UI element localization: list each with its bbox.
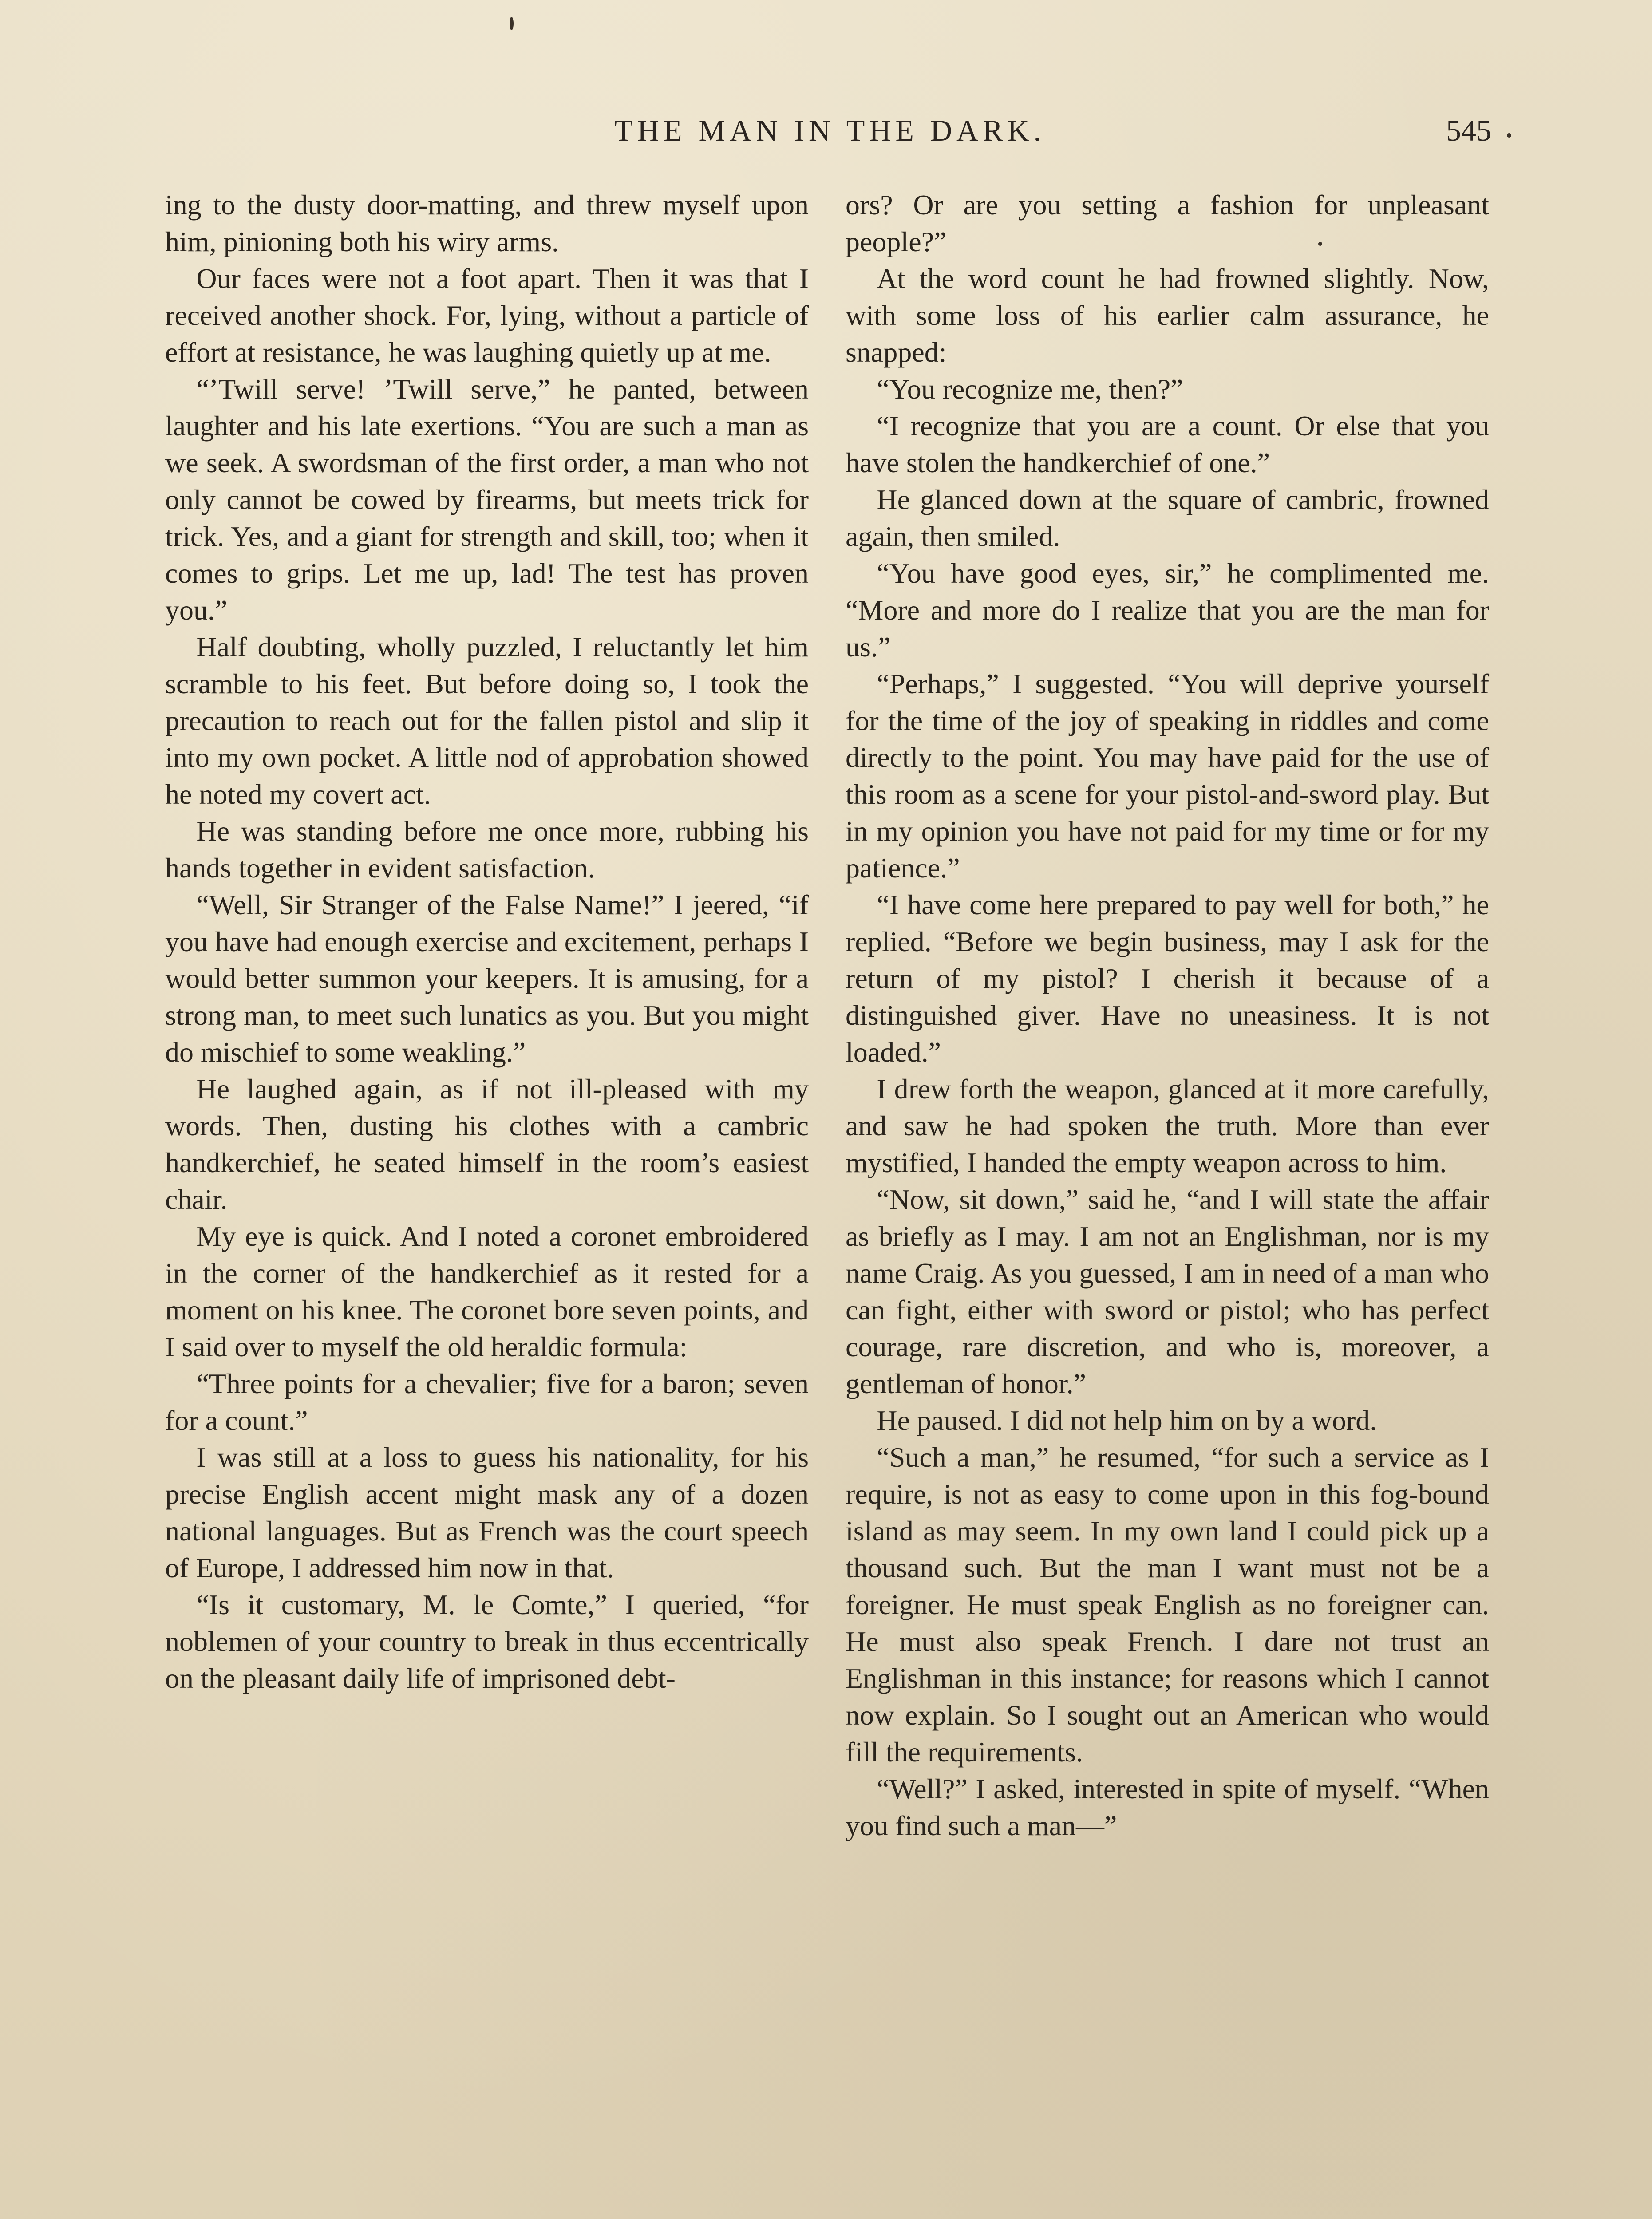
right-column (846, 186, 1489, 1844)
paragraph: He laughed again, as if not ill-pleased with my words. Then, dusting his clothes with a cambric handkerchief, he seated himself in the room’s easiest chair. (165, 1073, 809, 1215)
paragraph: He glanced down at the square of cambric, frowned again, then smiled. (846, 484, 1489, 552)
paragraph: My eye is quick. And I noted a coronet embroidered in the corner of the handkerchief as it rested for a moment on his knee. The coronet bore seven points, and I said over to myself the old heraldic formula: (165, 1220, 809, 1362)
paragraph: ors? Or are you setting a fashion for unpleasant people?” (846, 189, 1489, 257)
paragraph: Our faces were not a foot apart. Then it was that I received another shock. For, lying, without a particle of effort at resistance, he was laughing quietly up at me. (165, 263, 809, 368)
paragraph: “’Twill serve! ’Twill serve,” he panted, between laughter and his late exertions. “You are such a man as we seek. A swordsman of the first order, a man who not only cannot be cowed by firearms, but meets trick for trick. Yes, and a giant for strength and skill, too; when it comes to grips. Let me up, lad! The test has proven you.” (165, 373, 809, 626)
paper-speck (1507, 133, 1511, 138)
paper-speck (510, 17, 514, 30)
paragraph: “You have good eyes, sir,” he complimented me. “More and more do I realize that you are the man for us.” (846, 557, 1489, 663)
running-title: THE MAN IN THE DARK. (614, 114, 1046, 147)
left-column (165, 186, 809, 1697)
paragraph: “Well, Sir Stranger of the False Name!” I jeered, “if you have had enough exercise and excitement, perhaps I would better summon your keepers. It is amusing, for a strong man, to meet such lunatics as you. But you might do mischief to some weakling.” (165, 889, 809, 1068)
page-number: 545 (1446, 114, 1491, 147)
paragraph: “You recognize me, then?” (877, 373, 1183, 405)
page-header (169, 113, 1491, 162)
paragraph: I was still at a loss to guess his nationality, for his precise English accent might mask any of a dozen national languages. But as French was the court speech of Europe, I addressed him now in that. (165, 1441, 809, 1583)
paragraph: “I have come here prepared to pay well for both,” he replied. “Before we begin business, may I ask for the return of my pistol? I cherish it because of a distinguished giver. Have no uneasiness. It is not loaded.” (846, 889, 1489, 1068)
paragraph: “Such a man,” he resumed, “for such a service as I require, is not as easy to come upon in this fog-bound island as may seem. In my own land I could pick up a thousand such. But the man I want must not be a foreigner. He must speak English as no foreigner can. He must also speak French. I dare not trust an Englishman in this instance; for reasons which I cannot now explain. So I sought out an American who would fill the requirements. (846, 1441, 1489, 1768)
paragraph: “Well?” I asked, interested in spite of myself. “When you find such a man—” (846, 1773, 1489, 1841)
paper-speck (1318, 242, 1322, 246)
paragraph: At the word count he had frowned slightly. Now, with some loss of his earlier calm assurance, he snapped: (846, 263, 1489, 368)
paragraph: He was standing before me once more, rubbing his hands together in evident satisfaction. (165, 815, 809, 884)
paragraph: “Now, sit down,” said he, “and I will state the affair as briefly as I may. I am not an Englishman, nor is my name Craig. As you guessed, I am in need of a man who can fight, either with sword or pistol; who has perfect courage, rare discretion, and who is, moreover, a gentleman of honor.” (846, 1184, 1489, 1399)
paragraph: I drew forth the weapon, glanced at it more carefully, and saw he had spoken the truth. More than ever mystified, I handed the empty weapon across to him. (846, 1073, 1489, 1178)
paragraph: ing to the dusty door-matting, and threw myself upon him, pinioning both his wiry arms. (165, 189, 809, 257)
paragraph: “I recognize that you are a count. Or else that you have stolen the handkerchief of one.” (846, 410, 1489, 478)
paragraph: He paused. I did not help him on by a word. (877, 1405, 1377, 1436)
paragraph: Half doubting, wholly puzzled, I reluctantly let him scramble to his feet. But before doing so, I took the precaution to reach out for the fallen pistol and slip it into my own pocket. A little nod of approbation showed he noted my covert act. (165, 631, 809, 810)
paragraph: “Is it customary, M. le Comte,” I queried, “for noblemen of your country to break in thus eccentrically on the pleasant daily life of imprisoned debt- (165, 1589, 809, 1694)
paragraph: “Perhaps,” I suggested. “You will deprive yourself for the time of the joy of speaking in riddles and come directly to the point. You may have paid for the use of this room as a scene for your pistol-and-sword play. But in my opinion you have not paid for my time or for my patience.” (846, 668, 1489, 884)
paragraph: “Three points for a chevalier; five for a baron; seven for a count.” (165, 1368, 809, 1436)
